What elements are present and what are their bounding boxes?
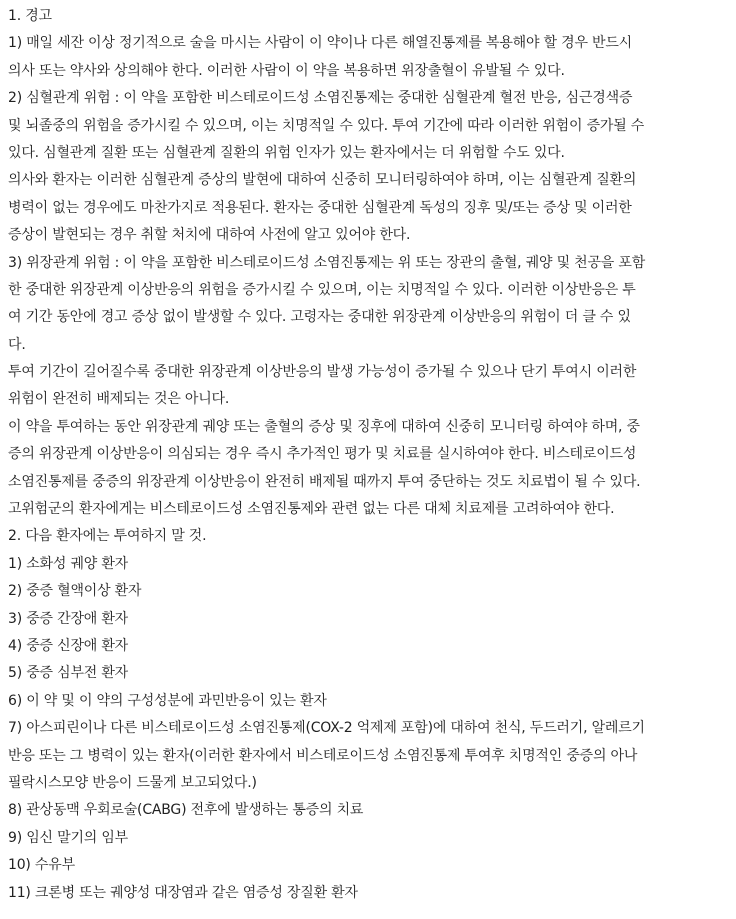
heading-contraindications: 2. 다음 환자에는 투여하지 말 것. bbox=[8, 528, 207, 545]
list-item: 1) 소화성 궤양 환자 bbox=[8, 555, 128, 572]
text-line: 2) 심혈관계 위험 : 이 약을 포함한 비스테로이드성 소염진통제는 중대한 심혈관계 혈전 반응, 심근경색증 bbox=[8, 90, 633, 107]
list-item: 11) 크론병 또는 궤양성 대장염과 같은 염증성 장질환 환자 bbox=[8, 884, 358, 901]
text-line: 한 중대한 위장관계 이상반응의 위험을 증가시킬 수 있으며, 이는 치명적일 수 있다. 이러한 이상반응은 투 bbox=[8, 281, 636, 298]
list-item: 4) 중증 신장애 환자 bbox=[8, 637, 128, 654]
text-line: 3) 위장관계 위험 : 이 약을 포함한 비스테로이드성 소염진통제는 위 또는 장관의 출혈, 궤양 및 천공을 포함 bbox=[8, 254, 646, 271]
text-line: 투여 기간이 길어질수록 중대한 위장관계 이상반응의 발생 가능성이 증가될 수 있으나 단기 투여시 이러한 bbox=[8, 364, 637, 381]
list-item: 10) 수유부 bbox=[8, 857, 75, 874]
list-item: 9) 임신 말기의 임부 bbox=[8, 829, 128, 846]
text-line: 및 뇌졸중의 위험을 증가시킬 수 있으며, 이는 치명적일 수 있다. 투여 기간에 따라 이러한 위험이 증가될 수 bbox=[8, 117, 645, 134]
text-line: 소염진통제를 중증의 위장관계 이상반응이 완전히 배제될 때까지 투여 중단하는 것도 치료법이 될 수 있다. bbox=[8, 473, 641, 490]
text-line: 이 약을 투여하는 동안 위장관계 궤양 또는 출혈의 증상 및 징후에 대하여 신중히 모니터링 하여야 하며, 중 bbox=[8, 418, 640, 435]
heading-warning: 1. 경고 bbox=[8, 8, 52, 24]
text-line: 필락시스모양 반응이 드물게 보고되었다.) bbox=[8, 774, 257, 791]
text-line: 의사와 환자는 이러한 심혈관계 증상의 발현에 대하여 신중히 모니터링하여야 하며, 이는 심혈관계 질환의 bbox=[8, 172, 637, 189]
list-item: 7) 아스피린이나 다른 비스테로이드성 소염진통제(COX-2 억제제 포함)에 대하여 천식, 두드러기, 알레르기 bbox=[8, 720, 645, 737]
list-item: 6) 이 약 및 이 약의 구성성분에 과민반응이 있는 환자 bbox=[8, 692, 327, 709]
list-item: 3) 중증 간장애 환자 bbox=[8, 610, 128, 627]
text-line: 고위험군의 환자에게는 비스테로이드성 소염진통제와 관련 없는 다른 대체 치료제를 고려하여야 한다. bbox=[8, 501, 615, 518]
list-item: 5) 중증 심부전 환자 bbox=[8, 665, 128, 682]
document-body bbox=[8, 3, 734, 907]
text-line: 다. bbox=[8, 336, 26, 353]
text-line: 반응 또는 그 병력이 있는 환자(이러한 환자에서 비스테로이드성 소염진통제 투여후 치명적인 중증의 아나 bbox=[8, 747, 638, 764]
list-item: 2) 중증 혈액이상 환자 bbox=[8, 583, 142, 600]
text-line: 증상이 발현되는 경우 취할 처치에 대하여 사전에 알고 있어야 한다. bbox=[8, 227, 411, 244]
text-line: 여 기간 동안에 경고 증상 없이 발생할 수 있다. 고령자는 중대한 위장관계 이상반응의 위험이 더 클 수 있 bbox=[8, 309, 631, 326]
text-line: 1) 매일 세잔 이상 정기적으로 술을 마시는 사람이 이 약이나 다른 해열진통제를 복용해야 할 경우 반드시 bbox=[8, 35, 633, 52]
text-line: 있다. 심혈관계 질환 또는 심혈관계 질환의 위험 인자가 있는 환자에서는 더 위험할 수도 있다. bbox=[8, 144, 565, 161]
text-line: 증의 위장관계 이상반응이 의심되는 경우 즉시 추가적인 평가 및 치료를 실시하여야 한다. 비스테로이드성 bbox=[8, 446, 637, 463]
list-item: 8) 관상동맥 우회로술(CABG) 전후에 발생하는 통증의 치료 bbox=[8, 802, 364, 819]
text-line: 의사 또는 약사와 상의해야 한다. 이러한 사람이 이 약을 복용하면 위장출혈이 유발될 수 있다. bbox=[8, 62, 565, 79]
text-line: 병력이 없는 경우에도 마찬가지로 적용된다. 환자는 중대한 심혈관계 독성의 징후 및/또는 증상 및 이러한 bbox=[8, 199, 632, 216]
text-line: 위험이 완전히 배제되는 것은 아니다. bbox=[8, 391, 230, 408]
